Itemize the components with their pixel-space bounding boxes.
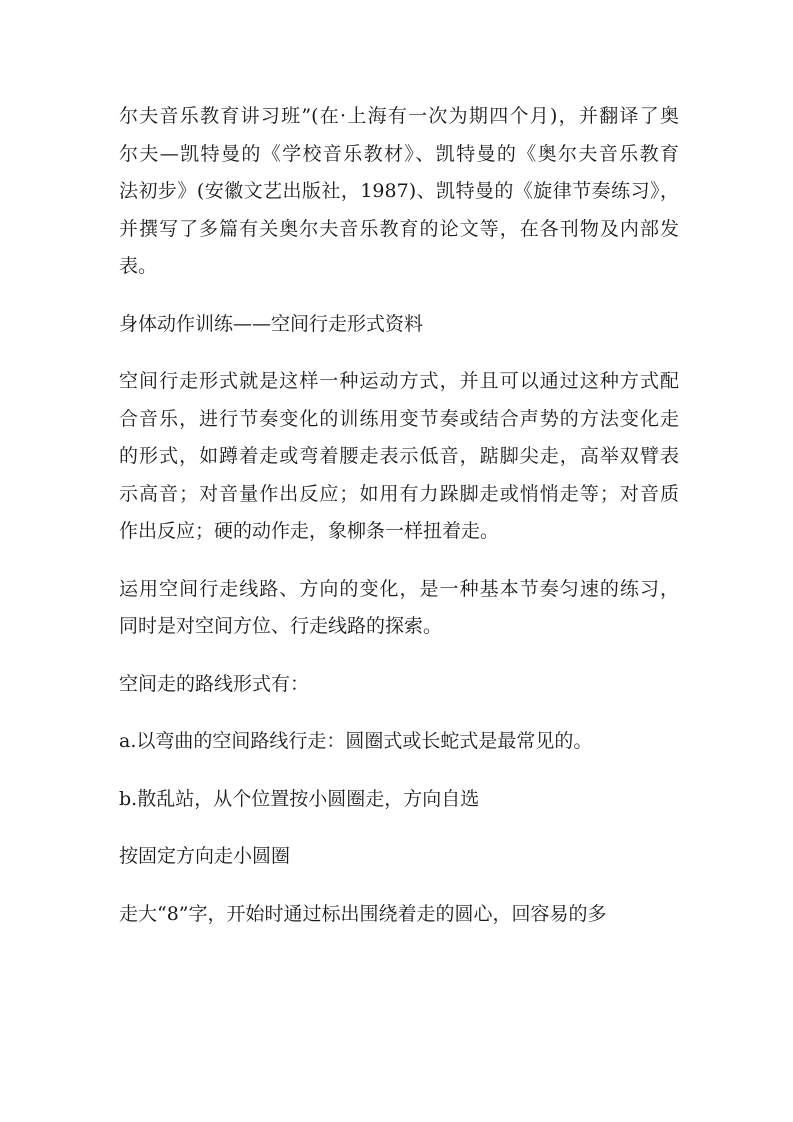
text-line: 作出反应；硬的动作走，象柳条一样扭着走。 bbox=[119, 520, 500, 542]
text-line: 运用空间行走线路、方向的变化，是一种基本节奏匀速的练习， bbox=[119, 577, 679, 600]
paragraph-figure-eight bbox=[119, 896, 679, 934]
paragraph-route-forms-intro bbox=[119, 666, 679, 704]
paragraph-fixed-direction bbox=[119, 838, 679, 876]
text-line: 走大“8”字，开始时通过标出围绕着走的圆心，回容易的多 bbox=[119, 902, 607, 925]
text-line: 法初步》(安徽文艺出版社，1987)、凯特曼的《旋律节奏练习》， bbox=[119, 180, 679, 202]
text-line: b.散乱站，从个位置按小圆圈走，方向自选 bbox=[119, 787, 480, 810]
paragraph-route-direction bbox=[119, 571, 679, 646]
section-heading-space-walking bbox=[119, 306, 679, 344]
document-body bbox=[119, 98, 679, 953]
paragraph-orff-translations bbox=[119, 98, 679, 286]
text-line: 尔夫—凯特曼的《学校音乐教材》、凯特曼的《奥尔夫音乐教育 bbox=[119, 142, 679, 165]
text-line: 尔夫音乐教育讲习班”(在·上海有一次为期四个月)，并翻译了奥 bbox=[119, 105, 679, 127]
text-line: 身体动作训练——空间行走形式资料 bbox=[119, 312, 424, 335]
text-line: a.以弯曲的空间路线行走：圆圈式或长蛇式是最常见的。 bbox=[119, 730, 593, 752]
paragraph-walking-forms bbox=[119, 363, 679, 551]
list-item-a bbox=[119, 723, 679, 761]
text-line: 合音乐，进行节奏变化的训练用变节奏或结合声势的方法变化走 bbox=[119, 407, 679, 430]
text-line: 空间走的路线形式有： bbox=[119, 672, 310, 695]
text-line: 并撰写了多篇有关奥尔夫音乐教育的论文等，在各刊物及内部发 bbox=[119, 217, 679, 240]
text-line: 示高音；对音量作出反应；如用有力跺脚走或悄悄走等；对音质 bbox=[119, 482, 679, 505]
text-line: 表。 bbox=[119, 255, 158, 277]
text-line: 的形式，如蹲着走或弯着腰走表示低音，踮脚尖走，高举双臂表 bbox=[119, 445, 679, 467]
text-line: 按固定方向走小圆圈 bbox=[119, 845, 291, 867]
text-line: 同时是对空间方位、行走线路的探索。 bbox=[119, 615, 443, 637]
text-line: 空间行走形式就是这样一种运动方式，并且可以通过这种方式配 bbox=[119, 370, 679, 392]
list-item-b bbox=[119, 781, 679, 819]
